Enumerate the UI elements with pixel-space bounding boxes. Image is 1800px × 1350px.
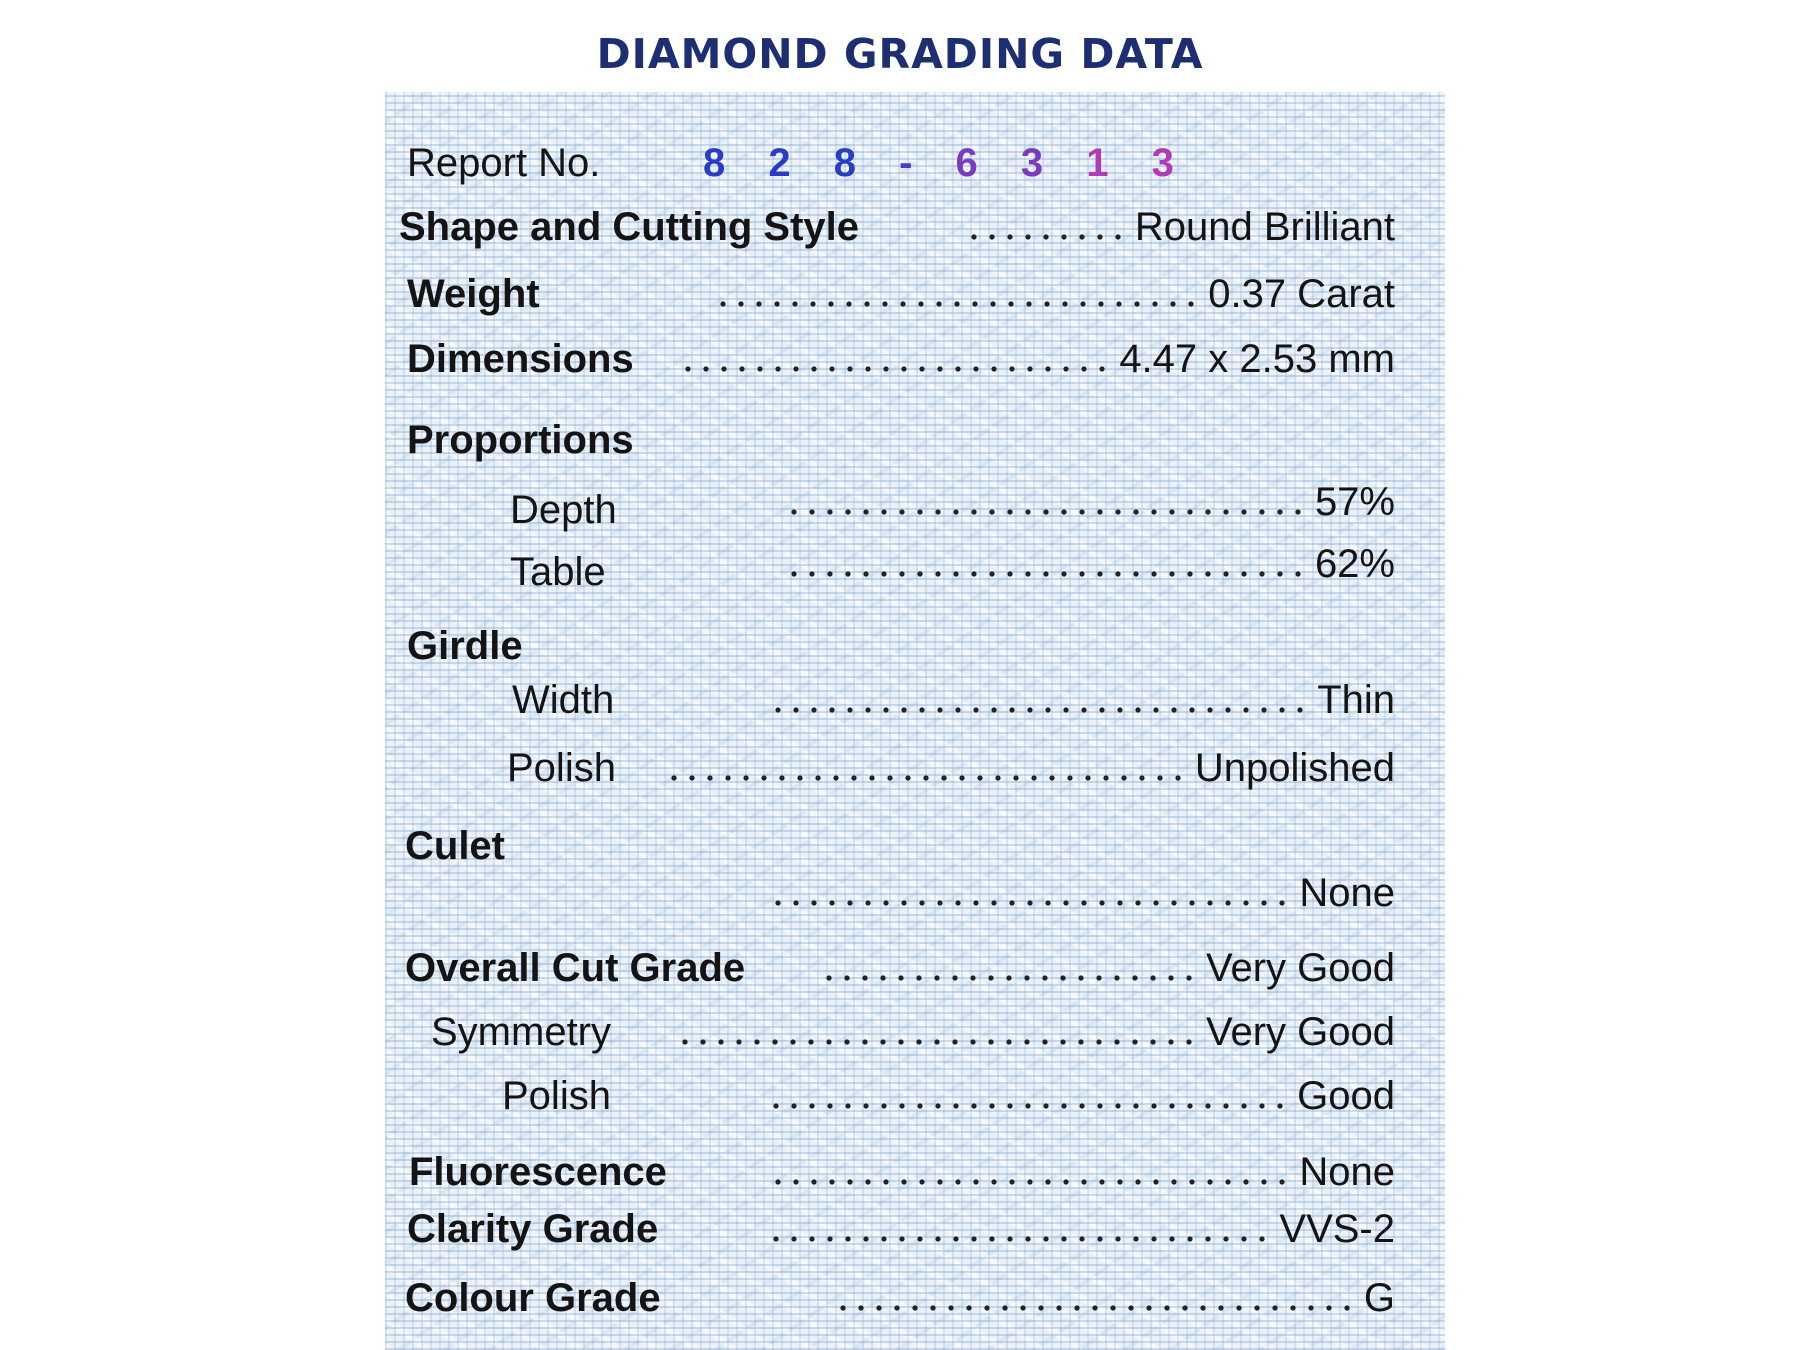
cut-grade-row (385, 944, 1445, 992)
polish-value: Good (1297, 1074, 1395, 1118)
proportions-label: Proportions (407, 418, 634, 462)
colour-value: G (1363, 1276, 1395, 1320)
girdle-polish-value: Unpolished (1194, 746, 1395, 790)
girdle-width-value: Thin (1317, 678, 1395, 722)
leader-dots (769, 899, 1291, 907)
leader-dots (834, 1304, 1356, 1312)
girdle-width-row (385, 676, 1445, 724)
depth-row (385, 478, 1445, 532)
leader-dots (769, 1178, 1291, 1186)
report-number (703, 139, 1190, 187)
cut-grade-value: Very Good (1205, 946, 1395, 990)
clarity-row (385, 1205, 1445, 1253)
weight-label: Weight (407, 272, 540, 316)
grading-report-panel (385, 92, 1445, 1350)
report-number-separator: - (899, 141, 929, 185)
symmetry-label: Symmetry (431, 1010, 611, 1054)
leader-dots (767, 1235, 1271, 1243)
fluorescence-row (385, 1148, 1445, 1196)
girdle-heading (385, 622, 1445, 670)
cut-grade-label: Overall Cut Grade (405, 946, 746, 990)
weight-row (385, 270, 1445, 318)
polish-label: Polish (502, 1074, 611, 1118)
weight-value: 0.37 Carat (1208, 272, 1395, 316)
clarity-value: VVS-2 (1279, 1207, 1395, 1251)
dimensions-row (385, 335, 1445, 383)
leader-dots (785, 508, 1307, 516)
leader-dots (785, 570, 1307, 578)
leader-dots (767, 1102, 1289, 1110)
girdle-polish-row (385, 744, 1445, 792)
colour-row (385, 1274, 1445, 1322)
depth-label: Depth (510, 488, 617, 532)
culet-heading (385, 822, 1445, 870)
leader-dots (714, 300, 1200, 308)
culet-value: None (1299, 871, 1395, 915)
report-number-part-1: 8 2 8 (703, 141, 872, 185)
symmetry-row (385, 1008, 1445, 1056)
document-title: DIAMOND GRADING DATA (596, 30, 1204, 78)
girdle-polish-label: Polish (507, 746, 616, 790)
symmetry-value: Very Good (1205, 1010, 1395, 1054)
culet-label: Culet (405, 824, 505, 868)
proportions-heading (385, 416, 1445, 464)
culet-row (385, 869, 1445, 917)
shape-row (385, 203, 1445, 251)
leader-dots (679, 365, 1111, 373)
report-number-row (385, 139, 1445, 187)
colour-label: Colour Grade (405, 1276, 661, 1320)
polish-row (385, 1072, 1445, 1120)
table-label: Table (510, 550, 606, 594)
leader-dots (820, 974, 1198, 982)
dimensions-value: 4.47 x 2.53 mm (1119, 337, 1395, 381)
report-number-label: Report No. (407, 141, 601, 185)
leader-dots (665, 774, 1187, 782)
depth-value: 57% (1314, 480, 1395, 524)
fluorescence-value: None (1299, 1150, 1395, 1194)
shape-label: Shape and Cutting Style (399, 205, 860, 249)
leader-dots (769, 706, 1309, 714)
table-value: 62% (1314, 542, 1395, 586)
shape-value: Round Brilliant (1134, 205, 1395, 249)
report-number-part-2: 6 3 (955, 141, 1060, 185)
dimensions-label: Dimensions (407, 337, 634, 381)
girdle-width-label: Width (512, 678, 615, 722)
table-row (385, 540, 1445, 594)
fluorescence-label: Fluorescence (409, 1150, 667, 1194)
leader-dots (676, 1038, 1198, 1046)
leader-dots (965, 233, 1127, 241)
girdle-label: Girdle (407, 624, 523, 668)
clarity-label: Clarity Grade (407, 1207, 659, 1251)
report-number-part-3: 1 3 (1086, 141, 1190, 185)
